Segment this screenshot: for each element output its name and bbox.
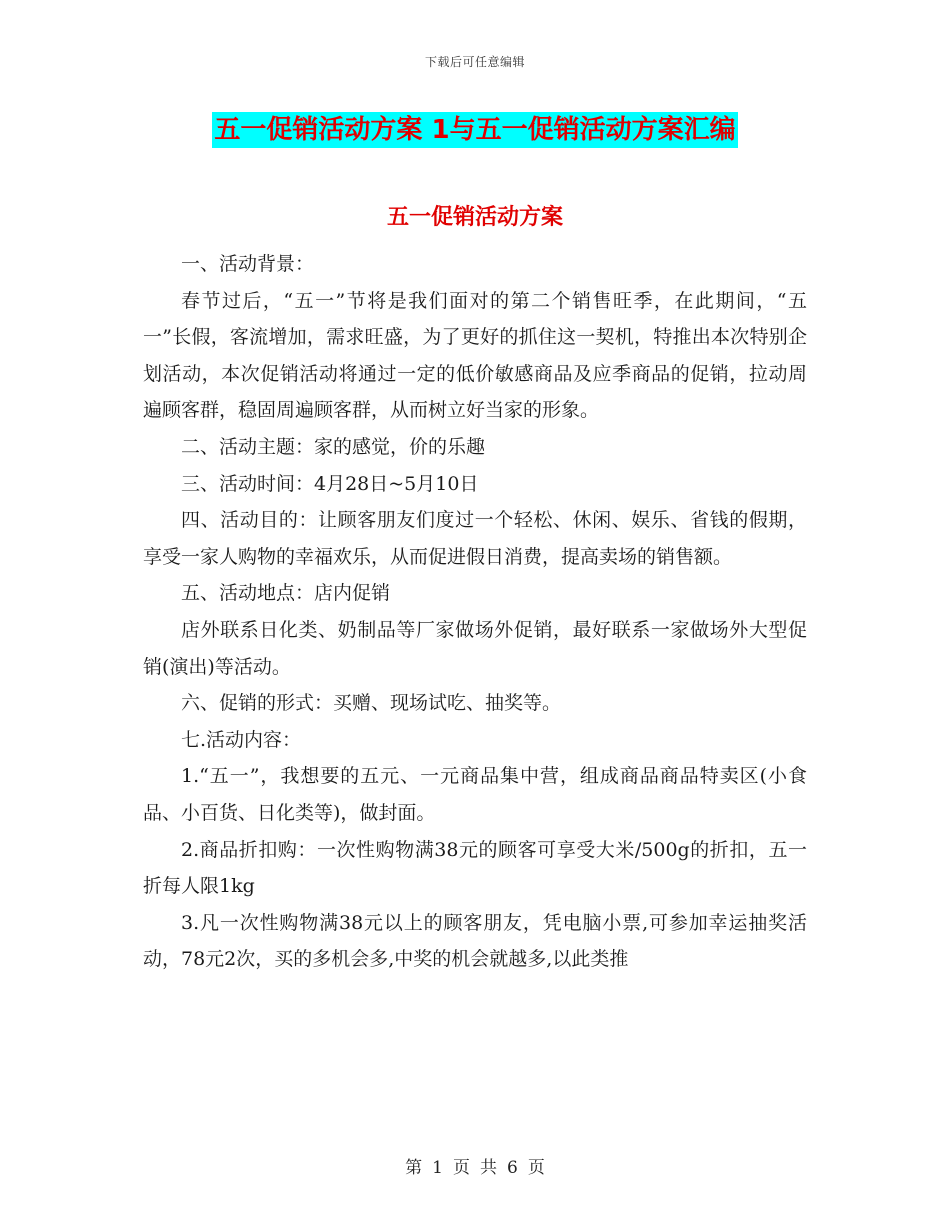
main-title: 五一促销活动方案 1与五一促销活动方案汇编 bbox=[212, 112, 737, 148]
paragraph-item-2: 2.商品折扣购：一次性购物满38元的顾客可享受大米/500g的折扣，五一折每人限1kg bbox=[143, 838, 807, 898]
paragraph-background: 春节过后，“五一”节将是我们面对的第二个销售旺季，在此期间，“五一”长假，客流增加，需求旺盛，为了更好的抓住这一契机，特推出本次特别企划活动，本次促销活动将通过一定的低价敏感商品及应季商品的促销，拉动周遍顾客群，稳固周遍顾客群，从而树立好当家的形象。 bbox=[143, 289, 807, 422]
paragraph-outdoor: 店外联系日化类、奶制品等厂家做场外促销，最好联系一家做场外大型促销(演出)等活动。 bbox=[143, 618, 807, 678]
footer-total-pages: 6 bbox=[507, 1158, 518, 1178]
footer-label-page-unit: 页 bbox=[453, 1158, 470, 1178]
main-title-container bbox=[0, 112, 950, 148]
page-footer bbox=[0, 1153, 950, 1178]
section-title: 五一促销活动方案 bbox=[386, 205, 563, 230]
paragraph-item-1: 1.“五一”，我想要的五元、一元商品集中营，组成商品商品特卖区(小食品、小百货、日化类等)，做封面。 bbox=[143, 765, 807, 824]
paragraph-theme: 二、活动主题：家的感觉，价的乐趣 bbox=[181, 435, 486, 458]
footer-label-total-unit: 页 bbox=[527, 1158, 545, 1178]
paragraph-background-heading: 一、活动背景： bbox=[181, 253, 315, 275]
footer-label-total: 共 bbox=[480, 1158, 497, 1178]
footer-label-page: 第 bbox=[405, 1158, 423, 1178]
paragraph-time: 三、活动时间：4月28日~5月10日 bbox=[181, 472, 479, 495]
paragraph-item-3: 3.凡一次性购物满38元以上的顾客朋友，凭电脑小票,可参加幸运抽奖活动，78元2次，买的多机会多,中奖的机会就越多,以此类推 bbox=[143, 911, 807, 971]
paragraph-location: 五、活动地点：店内促销 bbox=[181, 582, 391, 605]
page-header-note: 下载后可任意编辑 bbox=[424, 55, 525, 69]
paragraph-form: 六、促销的形式：买赠、现场试吃、抽奖等。 bbox=[181, 692, 562, 715]
document-body bbox=[143, 246, 807, 978]
paragraph-purpose: 四、活动目的：让顾客朋友们度过一个轻松、休闲、娱乐、省钱的假期，享受一家人购物的幸福欢乐，从而促进假日消费，提高卖场的销售额。 bbox=[143, 509, 807, 568]
paragraph-content-heading: 七.活动内容： bbox=[181, 728, 302, 751]
footer-page-number: 1 bbox=[432, 1158, 443, 1178]
